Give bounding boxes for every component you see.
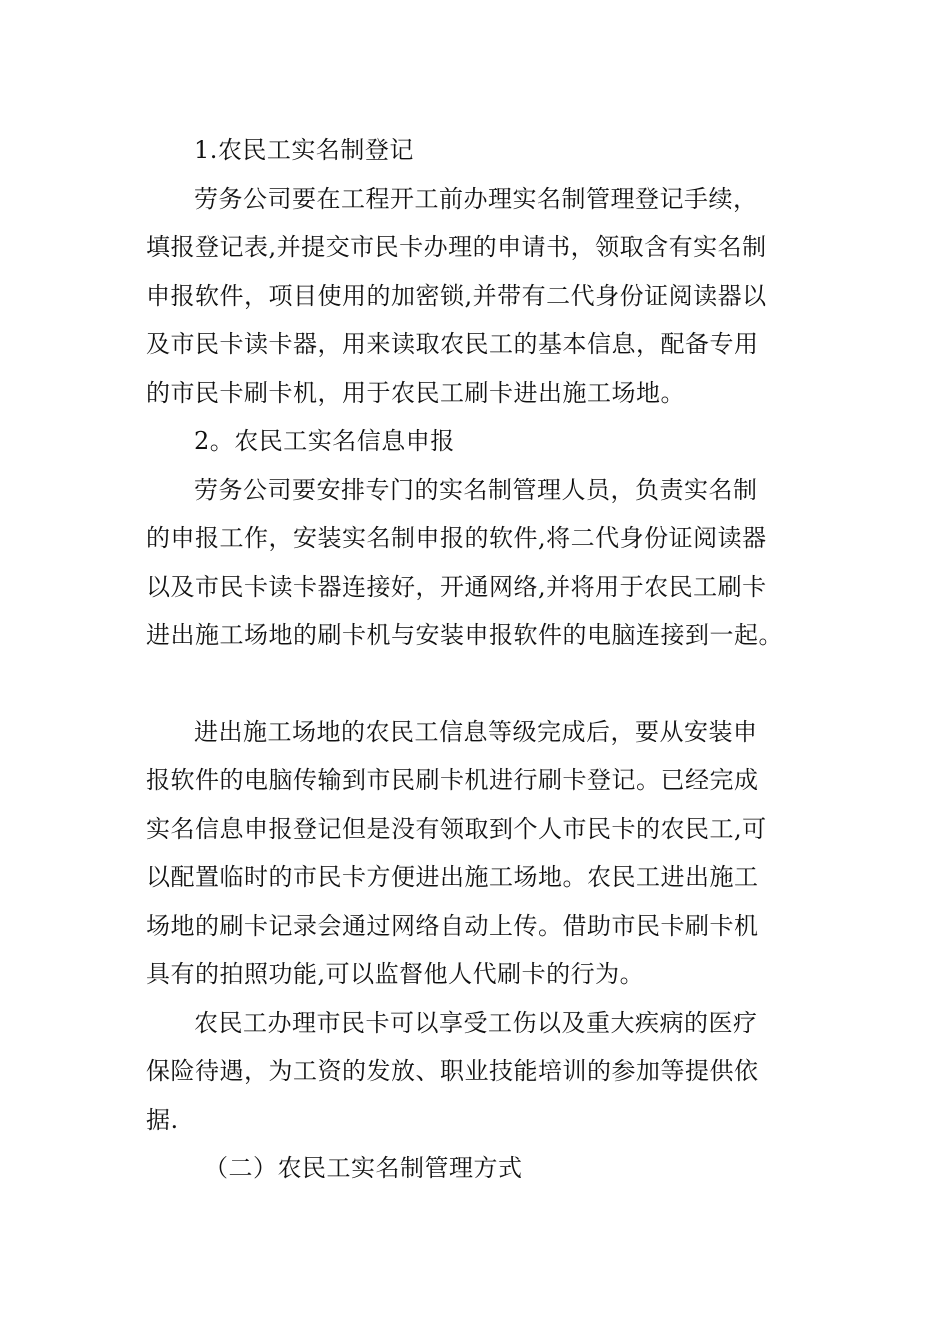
paragraph-line: 农民工办理市民卡可以享受工伤以及重大疾病的医疗 xyxy=(194,1008,758,1037)
paragraph-line: 具有的拍照功能,可以监督他人代刷卡的行为。 xyxy=(146,960,645,988)
paragraph-line: 据. xyxy=(146,1105,179,1134)
paragraph-line: 及市民卡读卡器，用来读取农民工的基本信息，配备专用 xyxy=(146,330,759,358)
paragraph-line: 以配置临时的市民卡方便进出施工场地。农民工进出施工 xyxy=(146,863,759,891)
document-page xyxy=(146,126,794,1193)
paragraph-line: 报软件的电脑传输到市民刷卡机进行刷卡登记。已经完成 xyxy=(146,766,759,794)
paragraph-line: 场地的刷卡记录会通过网络自动上传。借助市民卡刷卡机 xyxy=(146,911,759,940)
paragraph-line: 的市民卡刷卡机，用于农民工刷卡进出施工场地。 xyxy=(146,378,685,407)
paragraph-line: 申报软件，项目使用的加密锁,并带有二代身份证阅读器以 xyxy=(146,281,767,310)
blank-line xyxy=(146,660,794,708)
section-heading-2: 2。农民工实名信息申报 xyxy=(194,427,455,455)
section-heading-1: 1.农民工实名制登记 xyxy=(194,136,414,164)
section-heading-3: （二）农民工实名制管理方式 xyxy=(204,1154,523,1182)
paragraph-registration xyxy=(146,175,794,418)
paragraph-declaration xyxy=(146,466,794,660)
paragraph-line: 的申报工作，安装实名制申报的软件,将二代身份证阅读器 xyxy=(146,524,767,552)
paragraph-line: 填报登记表,并提交市民卡办理的申请书，领取含有实名制 xyxy=(146,233,767,261)
paragraph-benefits xyxy=(146,999,794,1145)
paragraph-line: 实名信息申报登记但是没有领取到个人市民卡的农民工,可 xyxy=(146,814,767,843)
paragraph-line: 以及市民卡读卡器连接好，开通网络,并将用于农民工刷卡 xyxy=(146,572,767,601)
paragraph-line: 进出施工场地的农民工信息等级完成后，要从安装申 xyxy=(194,717,758,746)
paragraph-line: 进出施工场地的刷卡机与安装申报软件的电脑连接到一起。 xyxy=(146,621,783,649)
paragraph-line: 劳务公司要安排专门的实名制管理人员，负责实名制 xyxy=(194,475,758,504)
paragraph-line: 保险待遇，为工资的发放、职业技能培训的参加等提供依 xyxy=(146,1057,759,1085)
paragraph-card-swipe xyxy=(146,708,794,999)
paragraph-line: 劳务公司要在工程开工前办理实名制管理登记手续， xyxy=(194,184,758,213)
